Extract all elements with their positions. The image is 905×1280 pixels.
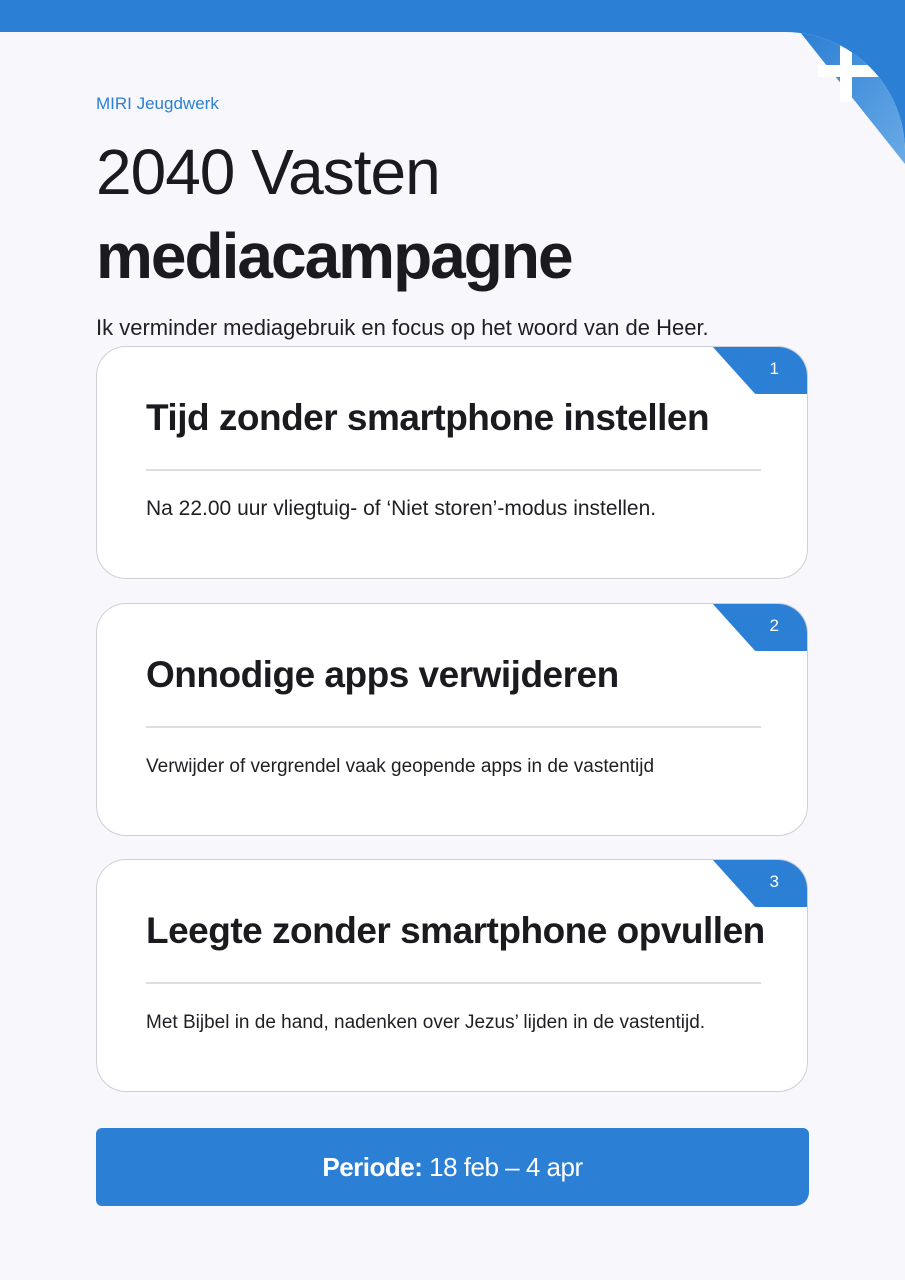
page-subtitle: Ik verminder mediagebruik en focus op het woord van de Heer. — [96, 315, 709, 340]
page-sheet — [0, 32, 905, 1280]
step-number: 3 — [769, 872, 779, 891]
step-card-3 — [96, 859, 808, 1092]
period-banner — [96, 1128, 809, 1206]
step-title: Leegte zonder smartphone opvullen — [146, 910, 765, 951]
step-description: Met Bijbel in de hand, nadenken over Jezus’ lijden in de vastentijd. — [146, 1012, 706, 1033]
step-card-1 — [96, 346, 808, 579]
page-title-line2: mediacampagne — [96, 220, 572, 292]
step-card-2 — [96, 603, 808, 836]
period-value: 18 feb – 4 apr — [429, 1152, 583, 1182]
step-number-tab — [712, 859, 808, 907]
step-number-tab — [712, 346, 808, 394]
period-label: Periode: — [322, 1152, 423, 1182]
page-title-line1: 2040 Vasten — [96, 136, 440, 208]
step-number: 2 — [769, 616, 779, 635]
divider — [146, 469, 761, 471]
step-number-tab — [712, 603, 808, 651]
divider — [146, 726, 761, 728]
step-number: 1 — [769, 359, 779, 378]
step-description: Na 22.00 uur vliegtuig- of ‘Niet storen’-modus instellen. — [146, 497, 657, 520]
divider — [146, 982, 761, 984]
organization-name: MIRI Jeugdwerk — [96, 94, 219, 113]
step-description: Verwijder of vergrendel vaak geopende apps in de vastentijd — [146, 756, 655, 777]
cross-icon — [800, 32, 905, 202]
step-title: Onnodige apps verwijderen — [146, 654, 619, 695]
step-title: Tijd zonder smartphone instellen — [146, 397, 710, 438]
